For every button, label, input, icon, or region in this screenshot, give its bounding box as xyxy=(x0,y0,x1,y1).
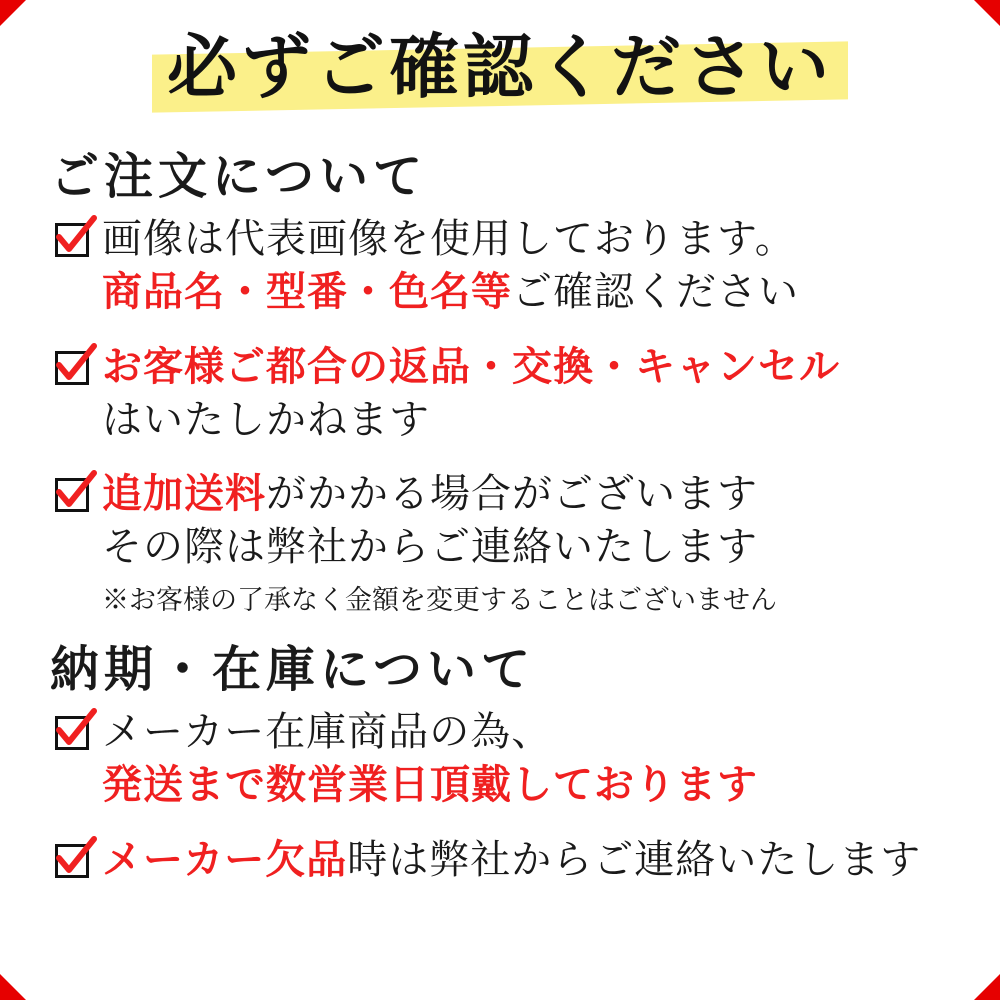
plain-text: メーカー在庫商品の為、 xyxy=(102,709,553,755)
emphasized-text: 発送まで数営業日頂戴しております xyxy=(102,762,758,808)
notice-item xyxy=(52,213,958,319)
notice-item-text xyxy=(102,213,958,319)
notice-item xyxy=(52,341,958,447)
page-title-block xyxy=(42,0,958,138)
emphasized-text: 追加送料 xyxy=(102,471,266,517)
notice-item-text xyxy=(102,706,958,812)
page-title: 必ずご確認ください xyxy=(167,30,833,107)
corner-accent-top-left xyxy=(0,0,26,26)
notice-item xyxy=(52,468,958,617)
notice-line xyxy=(102,394,958,447)
section-heading: 納期・在庫について xyxy=(50,642,536,698)
notice-line xyxy=(102,266,958,319)
notice-line xyxy=(102,213,958,266)
notice-line xyxy=(102,759,958,812)
corner-accent-bottom-left xyxy=(0,974,26,1000)
plain-text: がかかる場合がございます xyxy=(266,471,758,517)
plain-text: 画像は代表画像を使用しております。 xyxy=(102,216,796,262)
notice-item xyxy=(52,706,958,812)
emphasized-text: メーカー欠品 xyxy=(102,836,348,882)
checkmark-icon xyxy=(52,219,96,263)
emphasized-text: お客様ご都合の返品・交換・キャンセル xyxy=(102,343,840,389)
notice-section xyxy=(42,146,958,617)
plain-text: ご確認ください xyxy=(512,269,799,315)
notice-line xyxy=(102,834,958,887)
notice-line xyxy=(102,706,958,759)
plain-text: その際は弊社からご連絡いたします xyxy=(102,524,758,570)
sections-container xyxy=(42,146,958,887)
checkmark-icon xyxy=(52,840,96,884)
plain-text: 時は弊社からご連絡いたします xyxy=(347,836,922,882)
notice-line xyxy=(102,468,958,521)
corner-accent-top-right xyxy=(974,0,1000,26)
plain-text: はいたしかねます xyxy=(102,396,430,442)
notice-line xyxy=(102,521,958,574)
notice-item-text xyxy=(102,341,958,447)
notice-section xyxy=(42,639,958,887)
notice-item-text xyxy=(102,468,958,617)
checkmark-icon xyxy=(52,347,96,391)
emphasized-text: 商品名・型番・色名等 xyxy=(102,269,512,315)
notice-item xyxy=(52,834,958,887)
corner-accent-bottom-right xyxy=(974,974,1000,1000)
section-heading: ご注文について xyxy=(50,149,428,204)
notice-line xyxy=(102,341,958,394)
notice-footnote: ※お客様の了承なく金額を変更することはございません xyxy=(102,585,777,616)
notice-item-text xyxy=(102,834,958,887)
checkmark-icon xyxy=(52,712,96,756)
checkmark-icon xyxy=(52,474,96,518)
